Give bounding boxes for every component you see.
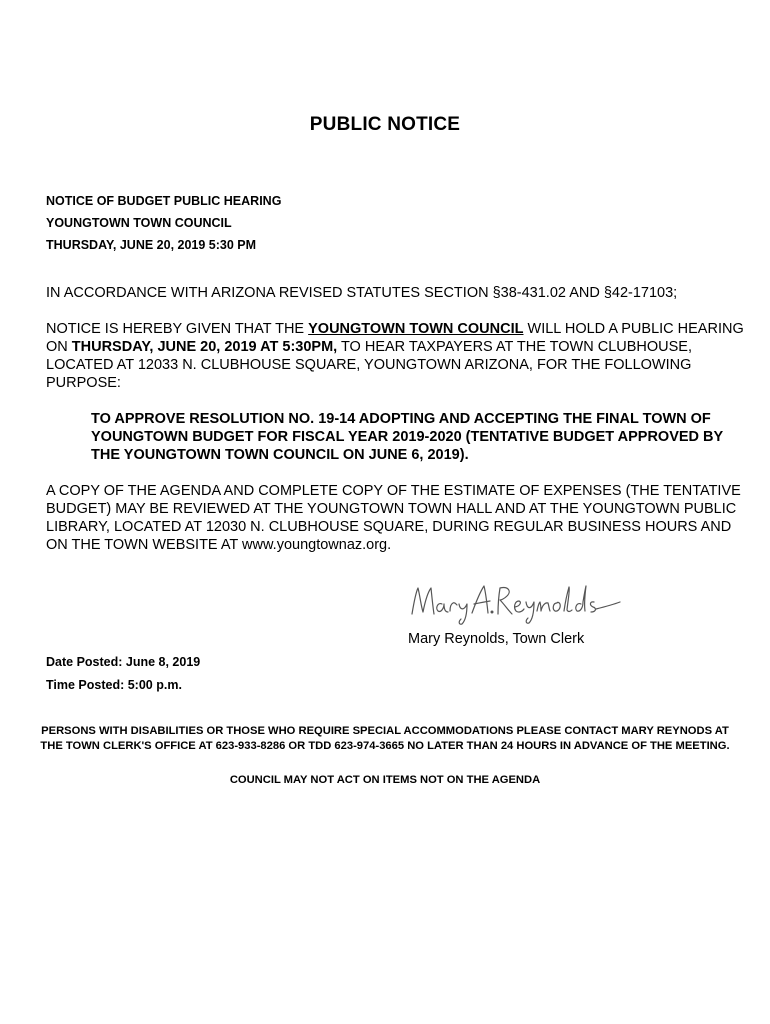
council-name: YOUNGTOWN TOWN COUNCIL bbox=[46, 216, 232, 230]
date-posted: Date Posted: June 8, 2019 bbox=[46, 655, 201, 669]
statute-paragraph: IN ACCORDANCE WITH ARIZONA REVISED STATUTES SECTION §38-431.02 AND §42-17103; bbox=[46, 285, 678, 301]
hearing-datetime: THURSDAY, JUNE 20, 2019 5:30 PM bbox=[46, 238, 257, 252]
notice-text-3: TO HEAR TAXPAYERS AT THE TOWN CLUBHOUSE, LOCATED AT 12033 N. CLUBHOUSE SQUARE, YOUNGTOWN ARIZONA, FOR THE FOLLOWING PURPOSE: bbox=[46, 339, 692, 391]
notice-paragraph bbox=[46, 320, 746, 392]
notice-datetime: THURSDAY, JUNE 20, 2019 AT 5:30PM, bbox=[71, 339, 338, 355]
notice-text-1: NOTICE IS HEREBY GIVEN THAT THE bbox=[46, 321, 309, 337]
copy-paragraph: A COPY OF THE AGENDA AND COMPLETE COPY OF THE ESTIMATE OF EXPENSES (THE TENTATIVE BUDGET) MAY BE REVIEWED AT THE YOUNGTOWN TOWN HALL AND AT THE YOUNGTOWN PUBLIC LIBRARY, LOCATED AT 12030 N. CLUBHOUSE SQUARE, DURING REGULAR BUSINESS HOURS AND ON THE TOWN WEBSITE AT www.youngtownaz.org. bbox=[46, 483, 741, 553]
accommodations-notice: PERSONS WITH DISABILITIES OR THOSE WHO REQUIRE SPECIAL ACCOMMODATIONS PLEASE CONTACT MARY REYNODS AT THE TOWN CLERK'S OFFICE AT 623-933-8286 OR TDD 623-974-3665 NO LATER THAN 24 HOURS IN ADVANCE OF THE MEETING. bbox=[40, 725, 730, 752]
hearing-title: NOTICE OF BUDGET PUBLIC HEARING bbox=[46, 194, 282, 208]
time-posted: Time Posted: 5:00 p.m. bbox=[46, 678, 182, 692]
notice-council-name: YOUNGTOWN TOWN COUNCIL bbox=[308, 321, 524, 337]
signature-image bbox=[408, 580, 623, 631]
notice-text-2: WILL HOLD A PUBLIC HEARING ON bbox=[46, 321, 744, 355]
page-title: PUBLIC NOTICE bbox=[309, 114, 461, 135]
purpose-paragraph: TO APPROVE RESOLUTION NO. 19-14 ADOPTING AND ACCEPTING THE FINAL TOWN OF YOUNGTOWN BUDGET FOR FISCAL YEAR 2019-2020 (TENTATIVE BUDGET APPROVED BY THE YOUNGTOWN TOWN COUNCIL ON JUNE 6, 2019). bbox=[91, 411, 723, 463]
clerk-name: Mary Reynolds, Town Clerk bbox=[408, 631, 585, 647]
council-agenda-notice: COUNCIL MAY NOT ACT ON ITEMS NOT ON THE AGENDA bbox=[229, 774, 541, 786]
